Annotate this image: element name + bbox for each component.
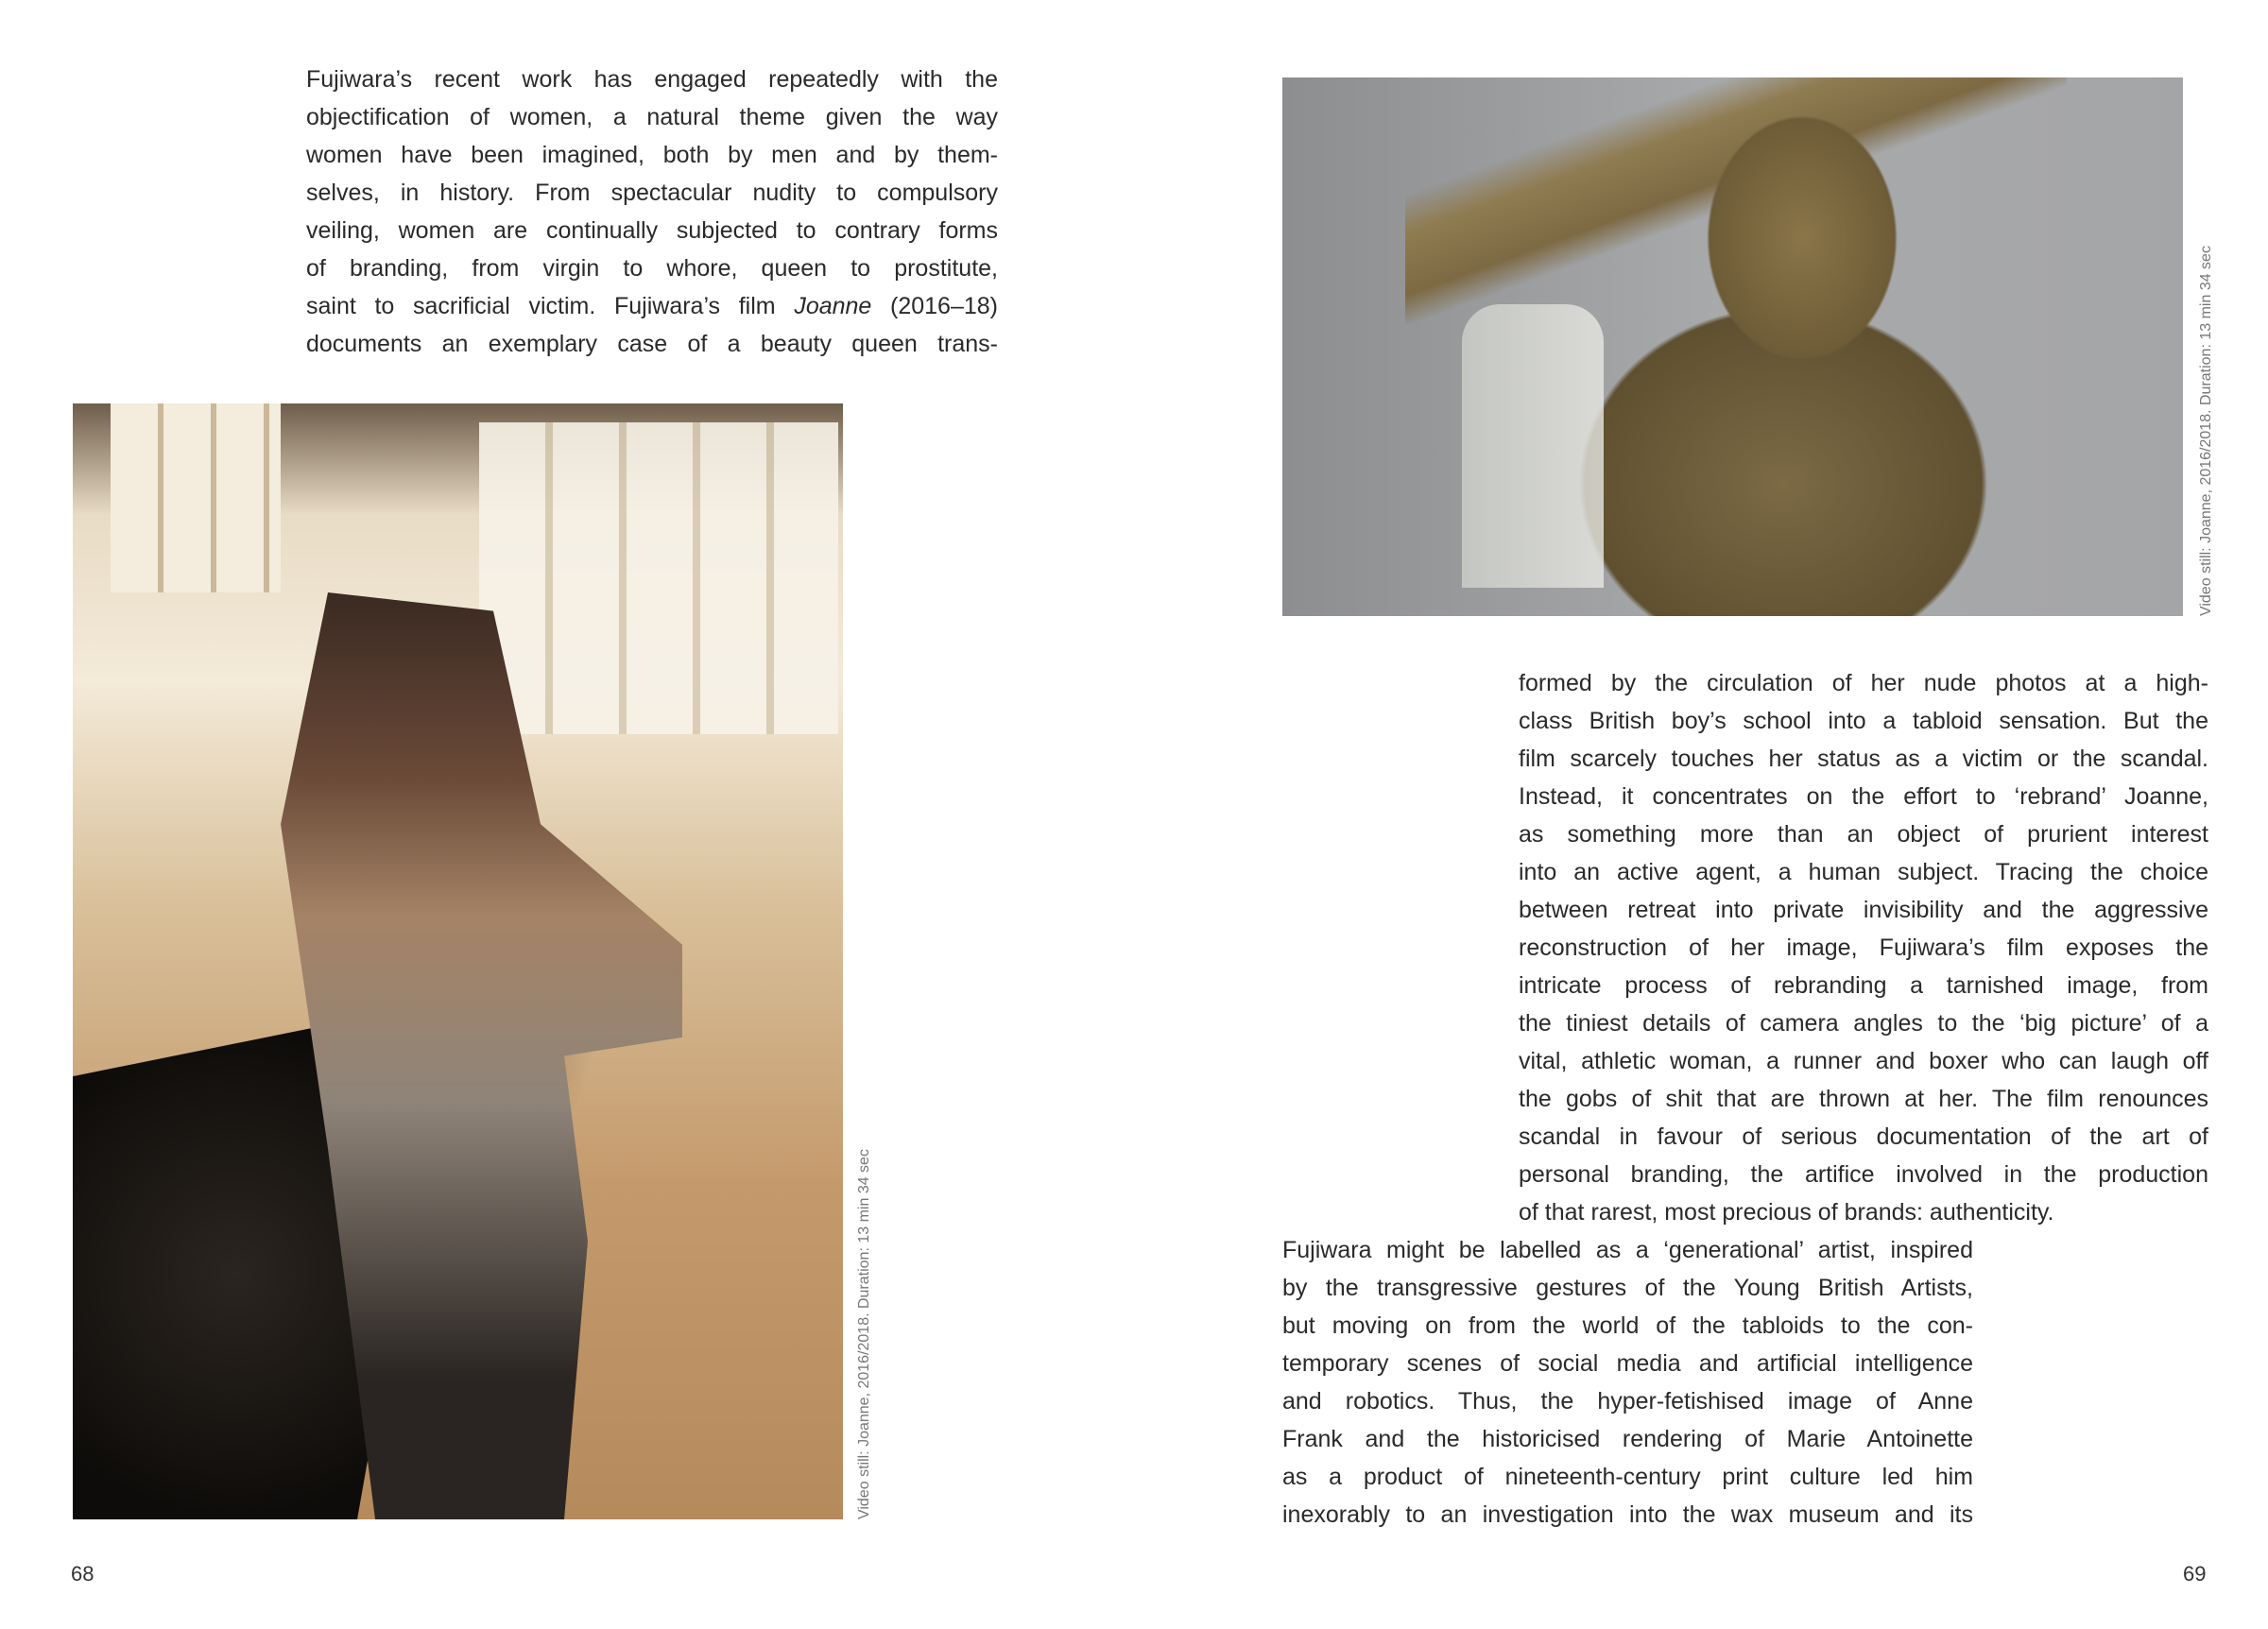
page-number-right: 69 (2183, 1562, 2207, 1586)
text-line: objectification of women, a natural theme given the way (306, 104, 998, 130)
text-line: documents an exemplary case of a beauty queen trans- (306, 331, 998, 357)
text-line: as something more than an object of prurient interest (1519, 821, 2208, 848)
text-line: film scarcely touches her status as a victim or the scandal. (1519, 746, 2208, 772)
text-line: veiling, women are continually subjected to contrary forms (306, 217, 998, 244)
text-line: the tiniest details of camera angles to the ‘big picture’ of a (1519, 1010, 2208, 1037)
left-image-caption: Video still: Joanne, 2016/2018. Duration: 13 min 34 sec (856, 1149, 872, 1519)
video-still-boxing-woman (73, 403, 843, 1519)
text-line: women have been imagined, both by men and by them- (306, 142, 998, 168)
text-line: personal branding, the artifice involved in the production (1519, 1161, 2208, 1188)
text-line: of branding, from virgin to whore, queen to prostitute, (306, 255, 998, 282)
text-line: as a product of nineteenth-century print culture led him (1282, 1464, 1973, 1490)
text-line: Fujiwara’s recent work has engaged repeatedly with the (306, 66, 998, 93)
text-line: into an active agent, a human subject. Tracing the choice (1519, 859, 2208, 885)
left-body-text (306, 60, 998, 363)
video-still-mud-covered-woman (1282, 77, 2183, 616)
page-number-left: 68 (71, 1562, 94, 1586)
text-line: between retreat into private invisibility and the aggressive (1519, 897, 2208, 923)
text-line: inexorably to an investigation into the wax museum and its (1282, 1501, 1973, 1528)
window (111, 403, 281, 592)
text-line: vital, athletic woman, a runner and boxer who can laugh off (1519, 1048, 2208, 1074)
text-line: Fujiwara might be labelled as a ‘generational’ artist, inspired (1282, 1237, 1973, 1263)
text-line: but moving on from the world of the tabloids to the con- (1282, 1312, 1973, 1339)
white-shirt (1462, 304, 1604, 588)
right-image-caption: Video still: Joanne, 2016/2018. Duration: 13 min 34 sec (2198, 246, 2214, 616)
text-line: saint to sacrificial victim. Fujiwara’s film Joanne (2016–18) (306, 293, 998, 319)
right-body-text-2 (1282, 1231, 1973, 1534)
text-line: selves, in history. From spectacular nudity to compulsory (306, 180, 998, 206)
text-line: of that rarest, most precious of brands: authenticity. (1519, 1199, 2054, 1226)
right-body-text-1 (1519, 664, 2208, 1231)
text-line: the gobs of shit that are thrown at her. The film renounces (1519, 1086, 2208, 1112)
text-line: and robotics. Thus, the hyper-fetishised image of Anne (1282, 1388, 1973, 1415)
text-line: formed by the circulation of her nude photos at a high- (1519, 670, 2208, 696)
text-line: reconstruction of her image, Fujiwara’s film exposes the (1519, 935, 2208, 961)
text-line: scandal in favour of serious documentation of the art of (1519, 1123, 2208, 1150)
text-line: intricate process of rebranding a tarnished image, from (1519, 972, 2208, 999)
window (479, 422, 838, 734)
text-line: by the transgressive gestures of the Young British Artists, (1282, 1275, 1973, 1301)
text-line: class British boy’s school into a tabloid sensation. But the (1519, 708, 2208, 734)
text-line: Instead, it concentrates on the effort to ‘rebrand’ Joanne, (1519, 783, 2208, 810)
text-line: Frank and the historicised rendering of Marie Antoinette (1282, 1426, 1973, 1452)
text-line: temporary scenes of social media and artificial intelligence (1282, 1350, 1973, 1377)
